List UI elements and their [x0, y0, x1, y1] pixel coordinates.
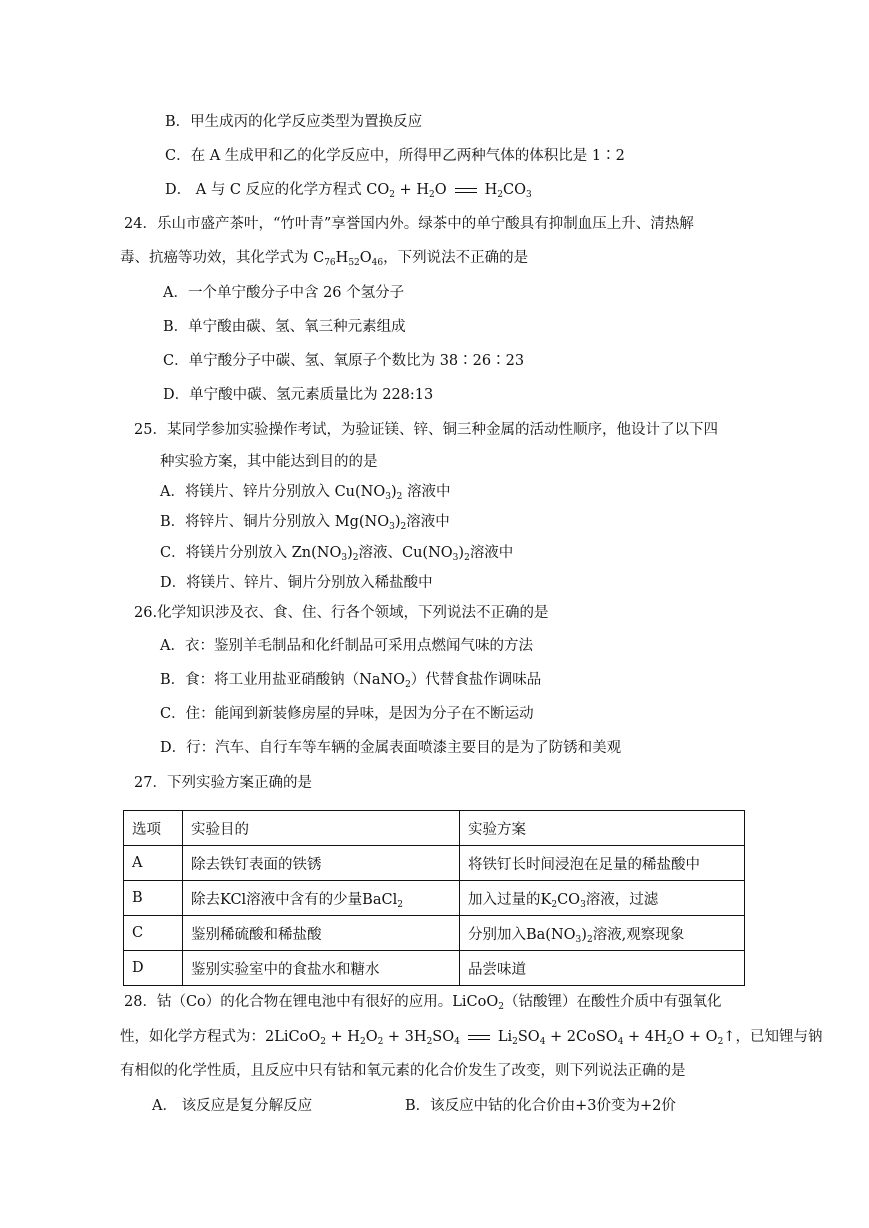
table-cell-plan: 分别加入$Ba(NO_3)_2$溶液,观察现象 [460, 916, 745, 951]
q25-stem-line1: 25．某同学参加实验操作考试，为验证镁、锌、铜三种金属的活动性顺序，他设计了以下四 [134, 422, 718, 438]
q26-option-b: B．食：将工业用盐亚硝酸钠（NaNO$_2$）代替食盐作调味品 [160, 672, 542, 690]
table-header-row [124, 811, 745, 846]
table-header-cell: 实验方案 [460, 811, 745, 846]
q24-option-a: A．一个单宁酸分子中含 26 个氢分子 [163, 285, 405, 301]
table-row [124, 951, 745, 986]
table-row [124, 846, 745, 881]
table-cell-option: A [124, 846, 183, 881]
q28-option-b: B．该反应中钴的化合价由+3价变为+2价 [405, 1098, 676, 1114]
q26-option-a: A．衣：鉴别羊毛制品和化纤制品可采用点燃闻气味的方法 [160, 638, 533, 654]
q25-option-a: A．将镁片、锌片分别放入 $Cu(NO_3)_2$ 溶液中 [160, 484, 451, 502]
table-cell-plan: 将铁钉长时间浸泡在足量的稀盐酸中 [460, 846, 745, 881]
table-cell-option: C [124, 916, 183, 951]
q28-option-a: A． 该反应是复分解反应 [152, 1098, 313, 1114]
table-cell-option: B [124, 881, 183, 916]
q25-option-c: C．将镁片分别放入 $Zn(NO_3)_2$溶液、$Cu(NO_3)_2$溶液中 [160, 545, 514, 563]
table-row [124, 916, 745, 951]
q28-stem-line2: 性，如化学方程式为：2LiCoO$_2$ + $H_2O_2 + 3H_2SO_4$ $Li_2SO_4$ + 2CoSO$_4$ + $4H_2O$ + $O_2↑$，已知锂与钠 [120, 1029, 823, 1047]
q24-option-b: B．单宁酸由碳、氢、氧三种元素组成 [163, 319, 406, 335]
q24-option-c: C．单宁酸分子中碳、氢、氧原子个数比为 38∶26∶23 [163, 353, 525, 369]
table-cell-goal: 鉴别稀硫酸和稀盐酸 [183, 916, 460, 951]
q25-option-d: D．将镁片、锌片、铜片分别放入稀盐酸中 [160, 575, 433, 591]
table-header-cell: 选项 [124, 811, 183, 846]
table-cell-plan: 品尝味道 [460, 951, 745, 986]
q26-stem: 26.化学知识涉及衣、食、住、行各个领域，下列说法不正确的是 [134, 605, 549, 621]
q28-stem-line1: 28．钴（Co）的化合物在锂电池中有很好的应用。LiCoO$_2$（钴酸锂）在酸性介质中有强氧化 [124, 994, 722, 1012]
table-header-cell: 实验目的 [183, 811, 460, 846]
q27-table [123, 810, 745, 986]
equation-equals-sign [468, 1035, 490, 1040]
q25-option-b: B．将锌片、铜片分别放入 $Mg(NO_3)_2$溶液中 [160, 514, 450, 532]
q24-stem-line2: 毒、抗癌等功效，其化学式为 $C_{76}H_{52}O_{46}$，下列说法不正确的是 [120, 250, 529, 268]
q28-stem-line3: 有相似的化学性质，且反应中只有钴和氧元素的化合价发生了改变，则下列说法正确的是 [120, 1063, 686, 1079]
table-cell-goal: 鉴别实验室中的食盐水和糖水 [183, 951, 460, 986]
table-cell-goal: 除去KCl溶液中含有的少量BaCl$_2$ [183, 881, 460, 916]
q26-option-c: C．住：能闻到新装修房屋的异味，是因为分子在不断运动 [160, 706, 534, 722]
q26-option-d: D．行：汽车、自行车等车辆的金属表面喷漆主要目的是为了防锈和美观 [160, 740, 622, 756]
table-row [124, 881, 745, 916]
q23-option-b: B．甲生成丙的化学反应类型为置换反应 [165, 114, 423, 130]
table-cell-plan: 加入过量的$K_2CO_3$溶液，过滤 [460, 881, 745, 916]
q25-stem-line2: 种实验方案，其中能达到目的的是 [160, 454, 378, 470]
q24-option-d: D．单宁酸中碳、氢元素质量比为 228:13 [163, 387, 434, 403]
table-cell-goal: 除去铁钉表面的铁锈 [183, 846, 460, 881]
q23-option-c: C．在 A 生成甲和乙的化学反应中，所得甲乙两种气体的体积比是 1∶2 [165, 148, 625, 164]
q23-option-d: D． A 与 C 反应的化学方程式 $CO_2 + H_2O$ $H_2CO_3$ [165, 182, 532, 200]
q24-stem-line1: 24．乐山市盛产茶叶，“竹叶青”享誉国内外。绿茶中的单宁酸具有抑制血压上升、清热解 [124, 216, 694, 232]
q27-stem: 27．下列实验方案正确的是 [134, 775, 312, 791]
table-cell-option: D [124, 951, 183, 986]
